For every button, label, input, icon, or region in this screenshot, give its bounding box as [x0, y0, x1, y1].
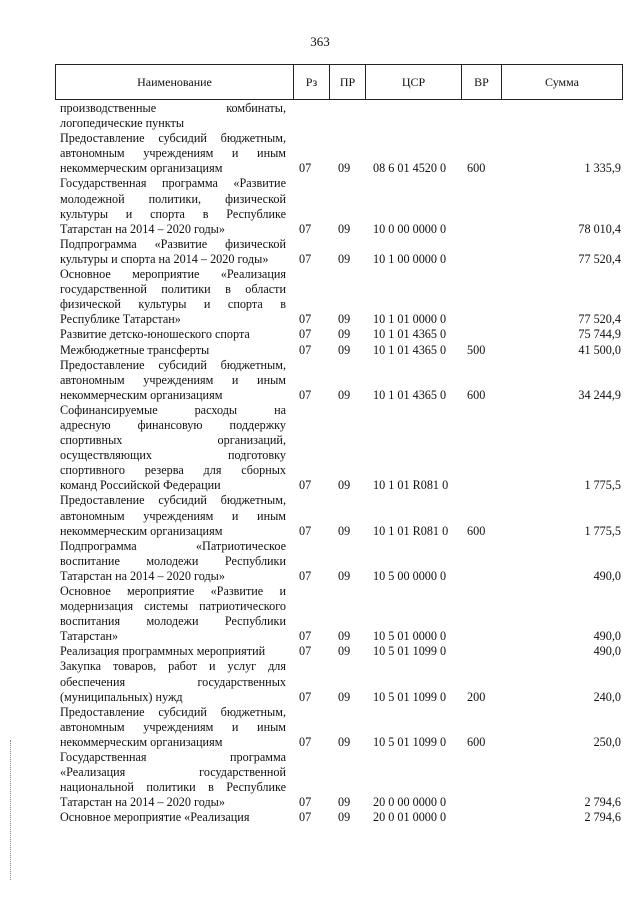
row-name-line: обеспечения государственных: [60, 674, 286, 689]
row-name-line: Межбюджетные трансферты: [60, 342, 210, 357]
row-sum: 250,0: [593, 734, 621, 749]
table-row: [55, 644, 623, 659]
row-pr: 09: [338, 523, 351, 538]
header-vr: ВР: [462, 65, 502, 99]
row-name-line: автономным учреждениям и иным: [60, 372, 286, 387]
row-pr: 09: [338, 689, 351, 704]
row-sum: 2 794,6: [584, 810, 621, 825]
table-row: [55, 131, 623, 176]
table-row: [55, 403, 623, 494]
row-csr: 10 5 01 0000 0: [373, 629, 447, 644]
table-row: [55, 343, 623, 358]
row-name-line: Предоставление субсидий бюджетным,: [60, 704, 286, 719]
row-name-line: Предоставление субсидий бюджетным,: [60, 131, 286, 146]
row-csr: 10 1 01 4365 0: [373, 387, 447, 402]
row-name-line: осуществляющих подготовку: [60, 448, 286, 463]
row-vr: 500: [467, 342, 486, 357]
row-name-line: Софинансируемые расходы на: [60, 402, 286, 417]
row-name-line: Татарстан на 2014 – 2020 годы»: [60, 568, 225, 583]
row-csr: 10 0 00 0000 0: [373, 221, 447, 236]
row-name-line: воспитания молодежи Республики: [60, 614, 286, 629]
margin-dots: [10, 740, 13, 880]
table-row: [55, 267, 623, 327]
row-pr: 09: [338, 810, 351, 825]
row-pr: 09: [338, 342, 351, 357]
row-pr: 09: [338, 629, 351, 644]
row-csr: 20 0 01 0000 0: [373, 810, 447, 825]
row-rz: 07: [299, 478, 312, 493]
row-name-line: Закупка товаров, работ и услуг для: [60, 659, 286, 674]
row-csr: 10 5 00 0000 0: [373, 568, 447, 583]
row-name: [55, 358, 286, 403]
row-rz: 07: [299, 810, 312, 825]
row-pr: 09: [338, 734, 351, 749]
row-csr: 10 1 01 4365 0: [373, 342, 447, 357]
row-name-line: логопедические пункты: [60, 116, 185, 131]
header-rz: Рз: [294, 65, 330, 99]
row-vr: 600: [467, 161, 486, 176]
row-name: [55, 237, 286, 267]
row-pr: 09: [338, 478, 351, 493]
row-name-line: некоммерческим организациям: [60, 161, 223, 176]
row-name-line: воспитание молодежи Республики: [60, 553, 286, 568]
row-name-line: Основное мероприятие «Реализация: [60, 810, 250, 825]
row-vr: 600: [467, 387, 486, 402]
table-row: [55, 358, 623, 403]
row-name: [55, 659, 286, 704]
row-sum: 1 775,5: [584, 478, 621, 493]
row-csr: 20 0 00 0000 0: [373, 795, 447, 810]
row-name: [55, 750, 286, 810]
row-name-line: Подпрограмма «Развитие физической: [60, 236, 286, 251]
row-name: [55, 327, 286, 342]
row-name: [55, 705, 286, 750]
table-header: [55, 64, 623, 100]
row-pr: 09: [338, 795, 351, 810]
table-row: [55, 705, 623, 750]
row-name-line: некоммерческим организациям: [60, 387, 223, 402]
row-name: [55, 343, 286, 358]
row-sum: 1 335,9: [584, 161, 621, 176]
row-sum: 34 244,9: [578, 387, 621, 402]
row-name-line: Предоставление субсидий бюджетным,: [60, 493, 286, 508]
table-row: [55, 750, 623, 810]
row-rz: 07: [299, 629, 312, 644]
row-name-line: автономным учреждениям и иным: [60, 146, 286, 161]
row-name-line: некоммерческим организациям: [60, 523, 223, 538]
row-csr: 10 1 01 R081 0: [373, 478, 449, 493]
row-rz: 07: [299, 312, 312, 327]
row-csr: 10 1 00 0000 0: [373, 251, 447, 266]
row-rz: 07: [299, 568, 312, 583]
table-row: [55, 659, 623, 704]
row-name: [55, 584, 286, 644]
row-name: [55, 176, 286, 236]
row-name-line: Татарстан»: [60, 629, 119, 644]
row-name-line: молодежной политики, физической: [60, 191, 286, 206]
row-sum: 77 520,4: [578, 251, 621, 266]
row-rz: 07: [299, 795, 312, 810]
row-sum: 490,0: [593, 568, 621, 583]
row-name-line: «Реализация государственной: [60, 765, 286, 780]
row-name-line: Татарстан на 2014 – 2020 годы»: [60, 221, 225, 236]
row-rz: 07: [299, 342, 312, 357]
table-row: [55, 810, 623, 825]
row-name: [55, 403, 286, 494]
row-name-line: адресную финансовую поддержку: [60, 417, 286, 432]
row-name-line: Государственная программа: [60, 750, 286, 765]
row-name-line: Основное мероприятие «Развитие и: [60, 584, 286, 598]
row-name-line: некоммерческим организациям: [60, 734, 223, 749]
row-name-line: Основное мероприятие «Реализация: [60, 267, 286, 282]
table-row: [55, 237, 623, 267]
row-sum: 41 500,0: [578, 342, 621, 357]
row-sum: 78 010,4: [578, 221, 621, 236]
row-name-line: спортивных организаций,: [60, 433, 286, 448]
table-row: [55, 584, 623, 644]
row-name-line: Татарстан на 2014 – 2020 годы»: [60, 795, 225, 810]
table-row: [55, 101, 623, 131]
row-sum: 490,0: [593, 644, 621, 659]
row-sum: 1 775,5: [584, 523, 621, 538]
row-pr: 09: [338, 387, 351, 402]
row-name: [55, 539, 286, 584]
row-rz: 07: [299, 523, 312, 538]
row-sum: 240,0: [593, 689, 621, 704]
row-rz: 07: [299, 644, 312, 659]
row-vr: 600: [467, 523, 486, 538]
row-name-line: Реализация программных мероприятий: [60, 644, 266, 659]
table-row: [55, 327, 623, 342]
row-name-line: Предоставление субсидий бюджетным,: [60, 357, 286, 372]
row-csr: 10 5 01 1099 0: [373, 689, 447, 704]
row-sum: 2 794,6: [584, 795, 621, 810]
table-body: [55, 101, 623, 826]
row-name-line: команд Российской Федерации: [60, 478, 221, 493]
row-csr: 10 5 01 1099 0: [373, 734, 447, 749]
row-pr: 09: [338, 161, 351, 176]
row-name-line: автономным учреждениям и иным: [60, 508, 286, 523]
row-csr: 10 1 01 4365 0: [373, 327, 447, 342]
row-sum: 75 744,9: [578, 327, 621, 342]
row-pr: 09: [338, 644, 351, 659]
row-rz: 07: [299, 734, 312, 749]
row-name-line: (муниципальных) нужд: [60, 689, 183, 704]
row-pr: 09: [338, 312, 351, 327]
row-pr: 09: [338, 327, 351, 342]
row-name-line: культуры и спорта на 2014 – 2020 годы»: [60, 251, 269, 266]
row-name-line: культуры и спорта в Республике: [60, 206, 286, 221]
row-name-line: производственные комбинаты,: [60, 101, 286, 115]
row-vr: 600: [467, 734, 486, 749]
row-rz: 07: [299, 327, 312, 342]
row-name-line: автономным учреждениям и иным: [60, 719, 286, 734]
row-rz: 07: [299, 221, 312, 236]
row-name: [55, 644, 286, 659]
header-sum: Сумма: [545, 75, 579, 89]
row-name-line: Развитие детско-юношеского спорта: [60, 327, 250, 342]
row-name: [55, 267, 286, 327]
row-pr: 09: [338, 251, 351, 266]
row-name-line: Подпрограмма «Патриотическое: [60, 538, 286, 553]
header-csr: ЦСР: [366, 65, 462, 99]
row-pr: 09: [338, 221, 351, 236]
row-csr: 10 1 01 R081 0: [373, 523, 449, 538]
table-row: [55, 176, 623, 236]
header-pr: ПР: [330, 65, 366, 99]
header-name: Наименование: [56, 65, 294, 99]
row-name-line: Республике Татарстан»: [60, 312, 181, 327]
row-sum: 77 520,4: [578, 312, 621, 327]
row-name: [55, 810, 286, 825]
row-name: [55, 493, 286, 538]
row-name: [55, 131, 286, 176]
table-row: [55, 539, 623, 584]
row-csr: 10 5 01 1099 0: [373, 644, 447, 659]
row-rz: 07: [299, 689, 312, 704]
row-name-line: Государственная программа «Развитие: [60, 176, 286, 191]
row-sum: 490,0: [593, 629, 621, 644]
row-name-line: государственной политики в области: [60, 282, 286, 297]
row-name-line: модернизация системы патриотического: [60, 599, 286, 614]
row-name-line: национальной политики в Республике: [60, 780, 286, 795]
row-rz: 07: [299, 251, 312, 266]
row-name-line: спортивного резерва для сборных: [60, 463, 286, 478]
row-csr: 08 6 01 4520 0: [373, 161, 447, 176]
row-pr: 09: [338, 568, 351, 583]
page-number: 363: [310, 34, 330, 49]
table-row: [55, 493, 623, 538]
row-vr: 200: [467, 689, 486, 704]
row-rz: 07: [299, 161, 312, 176]
row-csr: 10 1 01 0000 0: [373, 312, 447, 327]
row-rz: 07: [299, 387, 312, 402]
row-name-line: физической культуры и спорта в: [60, 297, 286, 312]
row-name: [55, 101, 286, 131]
